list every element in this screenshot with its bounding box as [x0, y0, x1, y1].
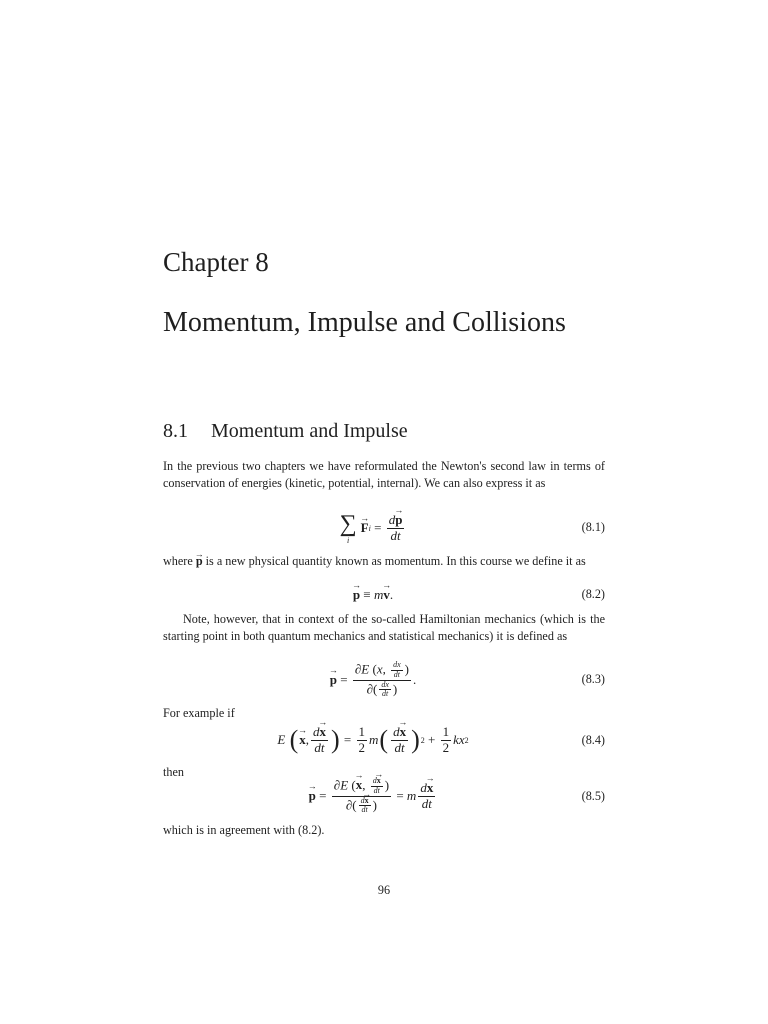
- paragraph-text: is a new physical quantity known as momentum. In this course we define it as: [205, 554, 586, 568]
- paragraph-then: then: [163, 765, 184, 779]
- equation-8-1-body: ∑ i → F i = $\frac{d\to p}{dt}$: [163, 508, 583, 548]
- equation-number: (8.4): [581, 733, 605, 747]
- paragraph-example: For example if: [163, 706, 235, 720]
- section-heading: [163, 419, 408, 443]
- paragraph-agreement: which is in agreement with (8.2).: [163, 823, 325, 837]
- section-title: Momentum and Impulse: [211, 420, 408, 442]
- paragraph-hamiltonian: Note, however, that in context of the so-called Hamiltonian mechanics (which is the starting point in both quantum mechanics and statistical mechanics) it is defined as: [163, 612, 605, 643]
- equation-number: (8.2): [581, 587, 605, 601]
- paragraph-text: where: [163, 554, 193, 568]
- equation-8-1: [163, 508, 605, 548]
- equation-8-4-body: E ( → x , $\frac{d\to x}{dt}$ ) = $\frac{1}{2}$ m ( $\frac{d\to x}{dt}$ ) 2 + $\frac{1}{2}$ kx 2: [163, 718, 583, 762]
- equation-number: (8.1): [581, 520, 605, 534]
- equation-8-3-body: → p = ∂E (x, $\frac{dx}{dt}$ ) ∂( $\frac{dx}{dt}$ ) .: [163, 658, 583, 702]
- equation-number: (8.5): [581, 789, 605, 803]
- equation-8-4: [163, 718, 605, 762]
- equation-8-5: [163, 774, 605, 818]
- paragraph-intro: In the previous two chapters we have reformulated the Newton's second law in terms of conservation of energies (kinetic, potential, internal). We can also express it as: [163, 459, 605, 490]
- equation-8-3: [163, 658, 605, 702]
- page-number: 96: [377, 883, 391, 897]
- chapter-label: Chapter 8: [163, 247, 269, 277]
- chapter-title: Momentum, Impulse and Collisions: [163, 307, 566, 338]
- equation-8-2-body: → p ≡ m → v .: [163, 586, 583, 604]
- paragraph-momentum-definition: where → p is a new physical quantity known as momentum. In this course we define it as: [163, 553, 605, 570]
- equation-number: (8.3): [581, 672, 605, 686]
- equation-8-5-body: → p = ∂E (→ x, $\frac{d\to x}{dt}$ ) ∂( $\frac{d\to x}{dt}$ ) = m $\frac{d\to x}{dt}$: [163, 774, 583, 818]
- section-number: 8.1: [163, 420, 188, 442]
- equation-8-2: [163, 586, 605, 604]
